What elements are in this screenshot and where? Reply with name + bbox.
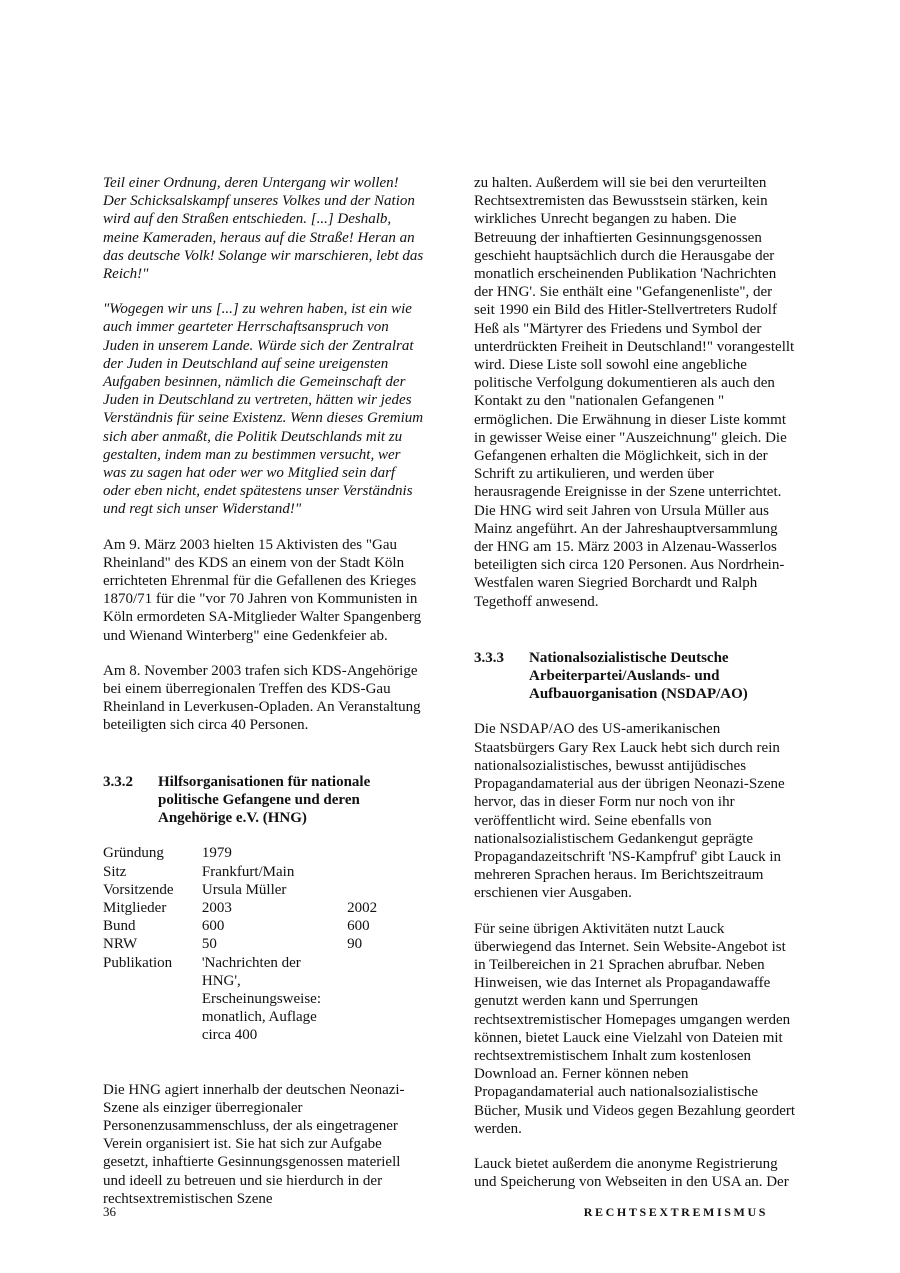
section-heading-3-3-2 bbox=[103, 773, 425, 828]
fact-value: 'Nachrichten der HNG', Erscheinungsweise: monatlich, Auflage circa 400 bbox=[201, 954, 321, 1044]
fact-label: NRW bbox=[103, 936, 138, 953]
fact-value-2 bbox=[347, 863, 425, 881]
paragraph-gau-rheinland: Am 9. März 2003 hielten 15 Aktivisten des "Gau Rheinland" des KDS an einem von der Stadt Köln errichteten Ehrenmal für die Gefallenen des Krieges 1870/71 für die "vor 70 Jahren von Kommunisten in Köln ermordeten SA-Mitglieder Walter Spangenberg und Wienand Winterberg" eine Gedenkfeier ab. bbox=[103, 536, 422, 644]
right-column bbox=[474, 174, 796, 1191]
running-title: RECHTSEXTREMISMUS bbox=[583, 1205, 768, 1219]
section-number: 3.3.2 bbox=[103, 773, 133, 790]
page-number: 36 bbox=[103, 1204, 116, 1219]
section-number: 3.3.3 bbox=[474, 649, 504, 666]
paragraph-nsdap-ao: Die NSDAP/AO des US-amerikanischen Staatsbürgers Gary Rex Lauck hebt sich durch rein nationalsozialistisches, bewusst antijüdisches Propagandamaterial aus der übrigen Neonazi-Szene hervor, das in dieser Form nur noch von ihr veröffentlicht wird. Seine ebenfalls von nationalsozialistischem Gedankengut geprägte Propagandazeitschrift 'NS-Kampfruf' gibt Lauck in mehreren Sprachen heraus. Im Berichtszeitraum erschienen vier Ausgaben. bbox=[474, 721, 785, 902]
hng-facts-table bbox=[103, 844, 425, 1044]
fact-label: Sitz bbox=[103, 863, 127, 880]
table-row bbox=[103, 917, 425, 935]
table-row bbox=[103, 863, 425, 881]
paragraph-registration: Lauck bietet außerdem die anonyme Registrierung und Speicherung von Webseiten in den USA an. Der bbox=[474, 1155, 789, 1191]
paragraph-hng-description: Die HNG agiert innerhalb der deutschen Neonazi-Szene als einziger überregionaler Personenzusammenschluss, der als eingetragener Verein organisiert ist. Sie hat sich zur Aufgabe gesetzt, inhaftierte Gesinnungsgenossen materiell und ideell zu betreuen und sie hierdurch in der rechtsextremistischen Szene bbox=[103, 1081, 405, 1207]
quote-block-2: "Wogegen wir uns [...] zu wehren haben, ist ein wie auch immer gearteter Herrschaftsanspruch von Juden in unserem Lande. Würde sich der Zentralrat der Juden in Deutschland auf seine ureigensten Aufgaben besinnen, nämlich die Gemeinschaft der Juden in Deutschland zu vertreten, hätten wir jedes Verständnis für seine Existenz. Wenn dieses Gremium sich aber anmaßt, die Politik Deutschlands mit zu gestalten, indem man zu bestimmen versucht, wer was zu sagen hat oder wer wo Mitglied sein darf oder eben nicht, endet spätestens unser Verständnis und regt sich unser Widerstand!" bbox=[103, 301, 424, 518]
section-title: Hilfsorganisationen für nationale politische Gefangene und deren Angehörige e.V. (HNG) bbox=[158, 773, 371, 827]
fact-value-2: 600 bbox=[347, 918, 370, 935]
fact-value-2 bbox=[347, 881, 425, 899]
fact-label: Mitglieder bbox=[103, 899, 167, 916]
quote-block-1: Teil einer Ordnung, deren Untergang wir wollen! Der Schicksalskampf unseres Volkes und der Nation wird auf den Straßen entschieden. [...] Deshalb, meine Kameraden, heraus auf die Straße! Heran an das deutsche Volk! Solange wir marschieren, lebt das Reich!" bbox=[103, 175, 424, 283]
paragraph-leverkusen: Am 8. November 2003 trafen sich KDS-Angehörige bei einem überregionalen Treffen des KDS-Gau Rheinland in Leverkusen-Opladen. An Veranstaltung beteiligten sich circa 40 Personen. bbox=[103, 662, 421, 734]
fact-value-2: 2002 bbox=[347, 899, 378, 916]
fact-value-2: 90 bbox=[347, 936, 363, 953]
fact-value: Frankfurt/Main bbox=[201, 863, 295, 880]
fact-value: 1979 bbox=[201, 845, 232, 862]
table-row bbox=[103, 954, 425, 1045]
left-column bbox=[103, 174, 425, 1208]
table-row bbox=[103, 935, 425, 953]
fact-label: Publikation bbox=[103, 954, 173, 971]
table-row bbox=[103, 899, 425, 917]
fact-value-2 bbox=[347, 844, 425, 862]
fact-value: 2003 bbox=[201, 899, 232, 916]
fact-label: Bund bbox=[103, 918, 136, 935]
paragraph-hng-continued: zu halten. Außerdem will sie bei den verurteilten Rechtsextremisten das Bewusstsein stärken, kein wirkliches Unrecht begangen zu haben. Die Betreuung der inhaftierten Gesinnungsgenossen geschieht hauptsächlich durch die Herausgabe der monatlich erscheinenden Publikation 'Nachrichten der HNG'. Sie enthält eine "Gefangenenliste", der seit 1990 ein Bild des Hitler-Stellvertreters Rudolf Heß als "Märtyrer des Friedens und Symbol der unterdrückten Freiheit in Deutschland!" vorangestellt wird. Diese Liste soll sowohl eine angebliche politische Verfolgung dokumentieren als auch den Kontakt zu den "nationalen Gefangenen " ermöglichen. Die Erwähnung in dieser Liste kommt in gewisser Weise einer "Auszeichnung" gleich. Die Gefangenen erhalten die Möglichkeit, sich in der Schrift zu artikulieren, und werden über herausragende Ereignisse in der Szene unterrichtet. Die HNG wird seit Jahren von Ursula Müller aus Mainz angeführt. An der Jahreshauptversammlung der HNG am 15. März 2003 in Alzenau-Wasserlos beteiligten sich circa 120 Personen. Aus Nordrhein-Westfalen waren Siegried Borchardt und Ralph Tegethoff anwesend. bbox=[474, 175, 795, 610]
fact-value: Ursula Müller bbox=[201, 881, 287, 898]
fact-value: 50 bbox=[201, 936, 217, 953]
fact-label: Gründung bbox=[103, 845, 164, 862]
table-row bbox=[103, 881, 425, 899]
fact-label: Vorsitzende bbox=[103, 881, 174, 898]
section-heading-3-3-3 bbox=[474, 649, 796, 704]
table-row bbox=[103, 844, 425, 862]
fact-value: 600 bbox=[201, 918, 225, 935]
paragraph-internet: Für seine übrigen Aktivitäten nutzt Lauck überwiegend das Internet. Sein Website-Angebot ist in Teilbereichen in 21 Sprachen abrufbar. Neben Hinweisen, wie das Internet als Propagandawaffe genutzt werden kann und Sperrungen rechtsextremistischer Homepages umgangen werden können, bietet Lauck eine Vielzahl von Dateien mit rechtsextremistischem Inhalt zum kostenlosen Download an. Ferner können neben Propagandamaterial auch nationalsozialistische Bücher, Musik und Videos gegen Bezahlung geordert werden. bbox=[474, 920, 796, 1137]
section-title: Nationalsozialistische Deutsche Arbeiterpartei/Auslands- und Aufbauorganisation (NSDAP/AO) bbox=[529, 649, 748, 703]
